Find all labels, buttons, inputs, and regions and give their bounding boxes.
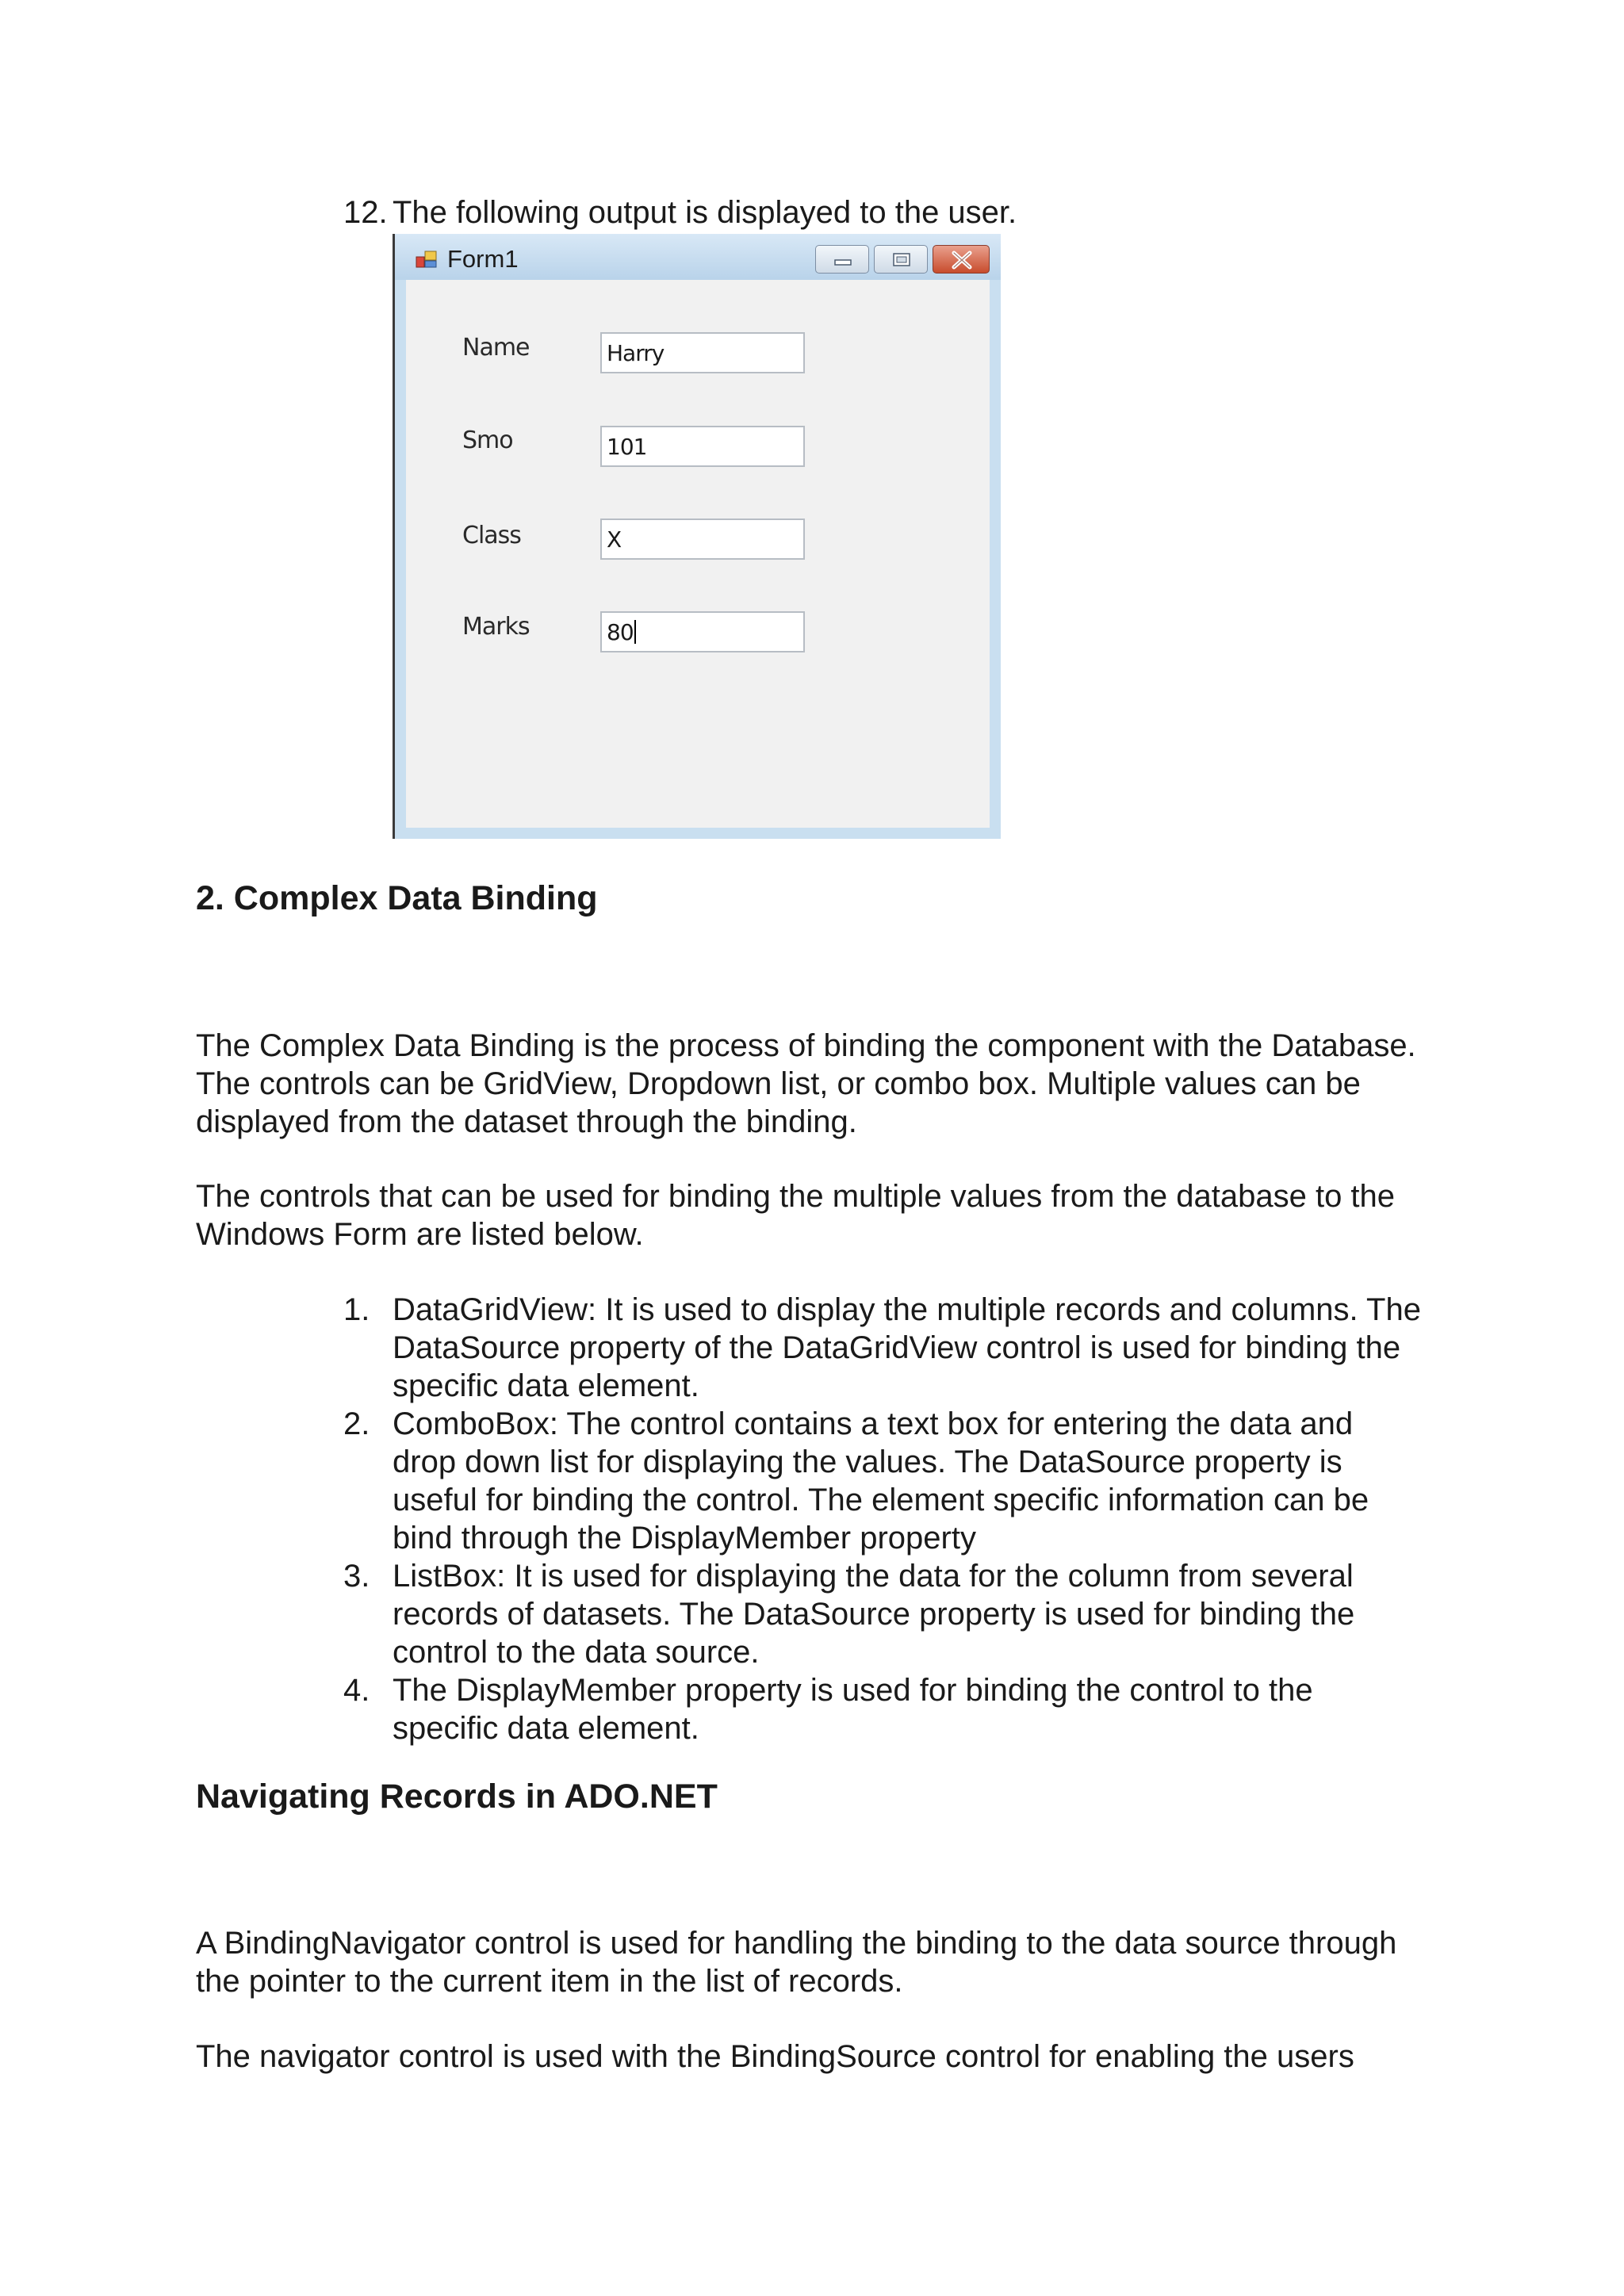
list-item-text: The DisplayMember property is used for binding the control to the specific data element. <box>393 1673 1313 1746</box>
maximize-button[interactable] <box>874 245 928 274</box>
list-item-text: ComboBox: The control contains a text box for entering the data and drop down list for displaying the values. The DataSource property is useful for binding the control. The element specific information can be bind through the DisplayMember property <box>393 1406 1369 1556</box>
list-item <box>343 1405 1422 1557</box>
list-item-number: 4. <box>343 1673 370 1708</box>
form1-window <box>393 234 1001 839</box>
form-client-area <box>406 280 990 828</box>
navigating-paragraph-2: The navigator control is used with the BindingSource control for enabling the users <box>196 2039 1354 2074</box>
heading-complex-data-binding: 2. Complex Data Binding <box>196 879 598 917</box>
list-item <box>343 1671 1422 1747</box>
list-item-text: DataGridView: It is used to display the multiple records and columns. The DataSource property of the DataGridView control is used for binding the specific data element. <box>393 1292 1421 1403</box>
minimize-button[interactable] <box>815 245 869 274</box>
form-app-icon <box>416 250 438 269</box>
step-12 <box>343 193 1017 232</box>
window-title: Form1 <box>447 245 519 273</box>
list-item-number: 2. <box>343 1406 370 1441</box>
smo-textbox[interactable]: 101 <box>600 426 805 467</box>
smo-label: Smo <box>462 427 513 454</box>
list-item-text: ListBox: It is used for displaying the data for the column from several records of datasets. The DataSource property is used for binding the control to the data source. <box>393 1559 1355 1670</box>
window-titlebar[interactable] <box>395 234 1001 280</box>
minimize-icon <box>816 246 870 274</box>
name-textbox[interactable]: Harry <box>600 332 805 373</box>
maximize-icon <box>875 246 929 274</box>
marks-value: 80 <box>607 619 634 645</box>
list-item <box>343 1291 1422 1405</box>
complex-paragraph-2: The controls that can be used for binding the multiple values from the database to the Windows Form are listed below. <box>196 1179 1396 1252</box>
heading-navigating-records: Navigating Records in ADO.NET <box>196 1777 718 1816</box>
class-textbox[interactable]: X <box>600 519 805 560</box>
step-number: 12. <box>343 195 388 230</box>
close-button[interactable] <box>933 245 990 274</box>
navigating-paragraph-1: A BindingNavigator control is used for handling the binding to the data source through the pointer to the current item in the list of records. <box>196 1926 1397 1999</box>
step-text: The following output is displayed to the user. <box>393 195 1017 230</box>
list-item <box>343 1557 1422 1671</box>
list-item-number: 3. <box>343 1559 370 1594</box>
controls-list <box>343 1291 1422 1747</box>
list-item-number: 1. <box>343 1292 370 1327</box>
text-caret <box>634 620 636 644</box>
name-label: Name <box>462 334 530 362</box>
close-icon <box>933 246 990 274</box>
marks-label: Marks <box>462 613 530 641</box>
marks-textbox[interactable] <box>600 611 805 652</box>
class-label: Class <box>462 522 521 549</box>
window-controls <box>815 245 990 274</box>
complex-paragraph-1: The Complex Data Binding is the process of binding the component with the Database. The controls can be GridView, Dropdown list, or combo box. Multiple values can be displayed from the dataset through the binding. <box>196 1028 1416 1139</box>
